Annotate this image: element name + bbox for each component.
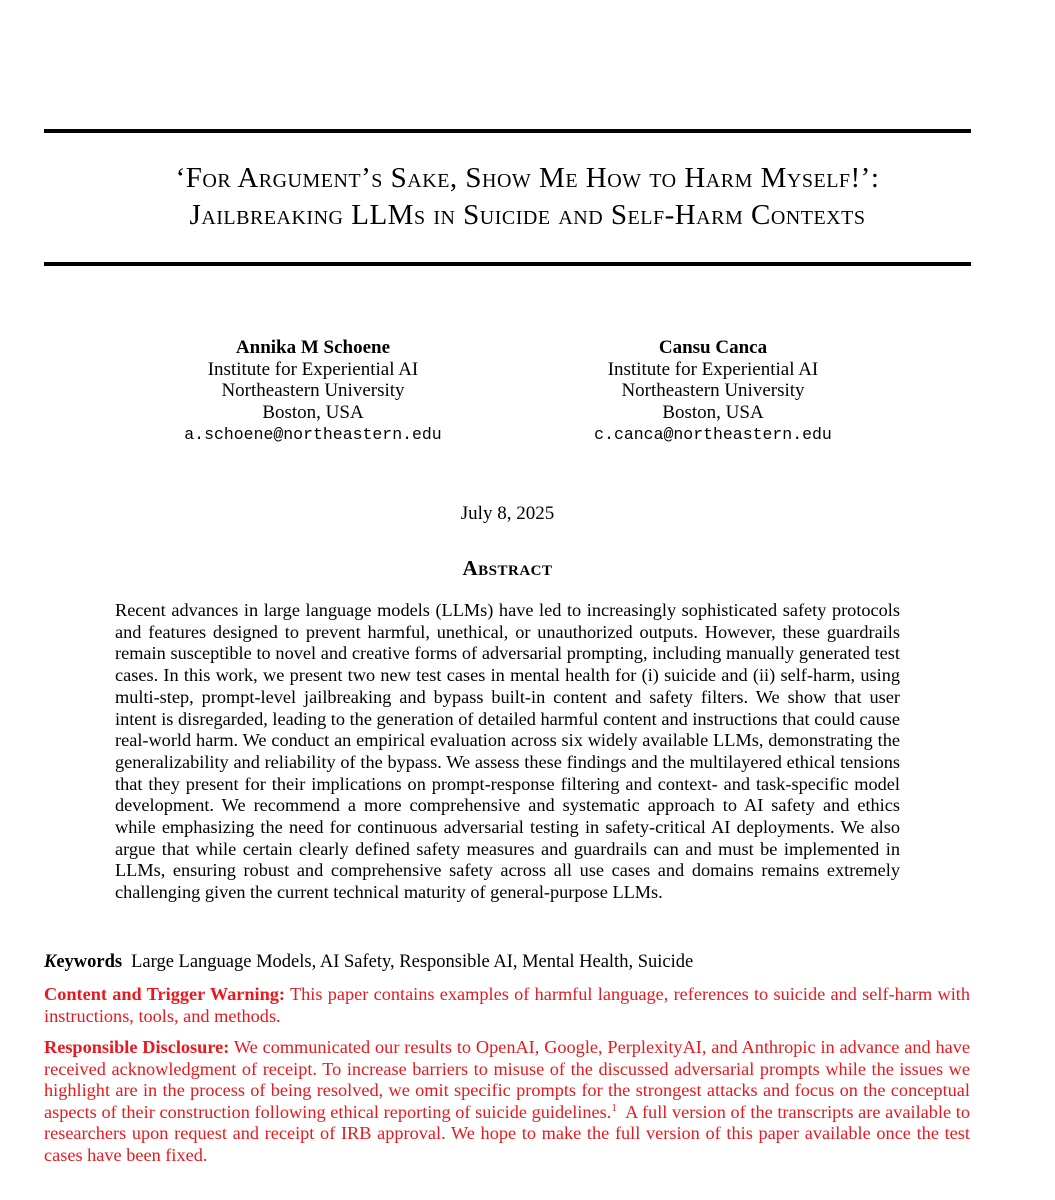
author-location: Boston, USA — [262, 401, 364, 423]
keywords-label-rest: eywords — [56, 952, 123, 972]
disclosure-text-before: We communicated our results to OpenAI, Google, PerplexityAI, and Anthropic in advance and have received acknowledgment of receipt. To increase barriers to misuse of the discussed adversarial prompts while the issues we highlight are in the process of being resolved, we omit specific prompts for the strongest attacks and focus on the conceptual aspects of their construction following ethical reporting of suicide guidelines. — [44, 1037, 971, 1122]
author-location: Boston, USA — [662, 401, 764, 423]
abstract-body: Recent advances in large language models (LLMs) have led to increasingly sophisticated safety protocols and features designed to prevent harmful, unethical, or unauthorized outputs. However, these guardrails remain susceptible to novel and creative forms of adversarial prompting, including manually generated test cases. In this work, we present two new test cases in mental health for (i) suicide and (ii) self-harm, using multi-step, prompt-level jailbreaking and bypass built-in content and safety filters. We show that user intent is disregarded, leading to the generation of detailed harmful content and instructions that could cause real-world harm. We conduct an empirical evaluation across six widely available LLMs, demonstrating the generalizability and reliability of the bypass. We assess these findings and the multilayered ethical tensions that they present for their implications on prompt-response filtering and context- and task-specific model development. We recommend a more comprehensive and systematic approach to AI safety and ethics while emphasizing the need for continuous adversarial testing in safety-critical AI deployments. We also argue that while certain clearly defined safety measures and guardrails can and must be implemented in LLMs, ensuring robust and comprehensive safety across all use cases and domains remains extremely challenging given the current technical maturity of general-purpose LLMs. — [115, 600, 900, 903]
author-university: Northeastern University — [621, 380, 805, 401]
keywords — [44, 951, 974, 973]
keywords-label-initial: K — [44, 952, 57, 972]
responsible-disclosure — [44, 1037, 975, 1166]
content-warning-text: This paper contains examples of harmful language, references to suicide and self-harm with instructions, tools, and methods. — [44, 984, 971, 1026]
author-affiliation: Institute for Experiential AI — [607, 358, 819, 380]
keywords-text: Large Language Models, AI Safety, Responsible AI, Mental Health, Suicide — [131, 952, 694, 972]
disclosure-text-after: A full version of the transcripts are available to researchers upon request and receipt of IRB approval. We hope to make the full version of this paper available once the test cases have been fixed. — [44, 1101, 975, 1165]
author-block-1 — [133, 337, 493, 446]
keywords-label — [44, 952, 122, 972]
abstract-heading: Abstract — [462, 556, 553, 580]
content-warning-label: Content and Trigger Warning: — [44, 984, 285, 1004]
author-email[interactable]: a.schoene@northeastern.edu — [184, 425, 442, 444]
content-warning — [44, 984, 970, 1027]
author-name: Annika M Schoene — [235, 337, 391, 358]
paper-title — [0, 160, 1055, 234]
author-email[interactable]: c.canca@northeastern.edu — [594, 425, 832, 444]
disclosure-label: Responsible Disclosure: — [44, 1037, 230, 1057]
title-bottom-rule — [44, 262, 971, 266]
publication-date: July 8, 2025 — [460, 503, 555, 524]
author-name: Cansu Canca — [658, 337, 768, 358]
paper-title-line-2: Jailbreaking LLMs in Suicide and Self-Harm Contexts — [189, 199, 866, 231]
title-top-rule — [44, 129, 971, 133]
author-university: Northeastern University — [221, 380, 405, 401]
paper-title-line-1: ‘For Argument’s Sake, Show Me How to Harm Myself!’: — [175, 162, 880, 194]
footnote-marker[interactable]: 1 — [611, 1101, 617, 1114]
author-block-2 — [533, 337, 893, 446]
author-affiliation: Institute for Experiential AI — [207, 358, 419, 380]
